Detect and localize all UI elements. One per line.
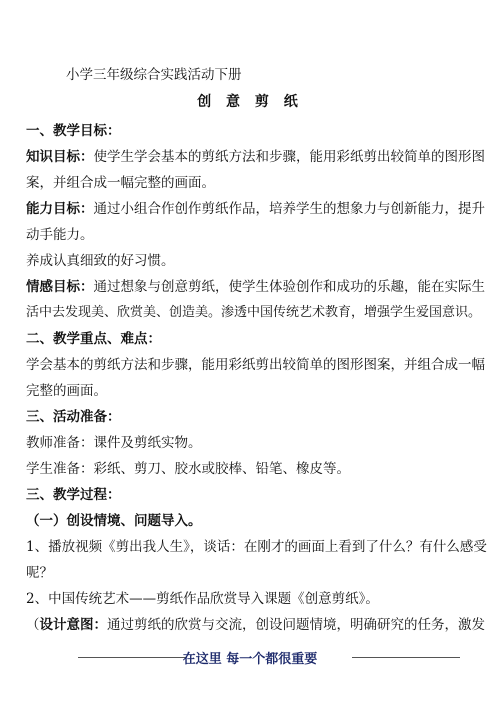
key-points-line-2: 完整的画面。 [26,383,107,399]
ability-objective-text: 通过小组合作创作剪纸作品，培养学生的想象力与创新能力，提升 [93,201,485,217]
habit-text: 养成认真细致的好习惯。 [26,253,175,269]
emotion-objective-line-1 [26,278,485,296]
ability-objective-line-1 [26,200,485,218]
emotion-objective-text: 通过想象与创意剪纸，使学生体验创作和成功的乐趣，能在实际生 [93,279,485,295]
footer-slogan: 在这里 每一个都很重要 [182,652,318,667]
section-heading-process: 三、教学过程： [26,487,121,503]
section-heading-preparation: 三、活动准备： [26,409,121,425]
step-1-item-2: 2、中国传统艺术——剪纸作品欣赏导入课题《创意剪纸》。 [26,591,379,607]
ability-objective-label: 能力目标： [26,201,94,217]
student-preparation: 学生准备：彩纸、剪刀、胶水或胶棒、铅笔、橡皮等。 [26,461,350,477]
emotion-objective-label: 情感目标： [26,279,94,295]
step-1-item-1-line-2: 呢？ [26,565,53,581]
design-intent-open-paren: （ [26,617,40,633]
emotion-objective-line-2: 活中去发现美、欣赏美、创造美。渗透中国传统艺术教育，增强学生爱国意识。 [26,305,482,320]
knowledge-objective-line-1 [26,148,485,166]
section-heading-key-points: 二、教学重点、难点： [26,331,161,347]
teacher-preparation: 教师准备：课件及剪纸实物。 [26,435,202,451]
design-intent-line [26,616,485,634]
knowledge-objective-text: 使学生学会基本的剪纸方法和步骤，能用彩纸剪出较简单的图形图 [93,149,485,165]
design-intent-label: 设计意图： [39,617,107,633]
key-points-line-1: 学会基本的剪纸方法和步骤，能用彩纸剪出较简单的图形图案，并组合成一幅 [26,357,485,373]
section-heading-objectives: 一、教学目标： [26,123,121,139]
lesson-title: 创 意 剪 纸 [197,94,303,110]
step-1-heading: （一）创设情境、问题导入。 [26,513,202,529]
ability-objective-line-2: 动手能力。 [26,227,94,243]
design-intent-text: 通过剪纸的欣赏与交流，创设问题情境，明确研究的任务，激发 [107,617,485,633]
step-1-item-1-line-1: 1、播放视频《剪出我人生》，谈话：在刚才的画面上看到了什么？有什么感受 [26,539,487,555]
course-subtitle: 小学三年级综合实践活动下册 [66,67,242,83]
knowledge-objective-label: 知识目标： [26,149,94,165]
knowledge-objective-line-2: 案，并组合成一幅完整的画面。 [26,175,215,191]
